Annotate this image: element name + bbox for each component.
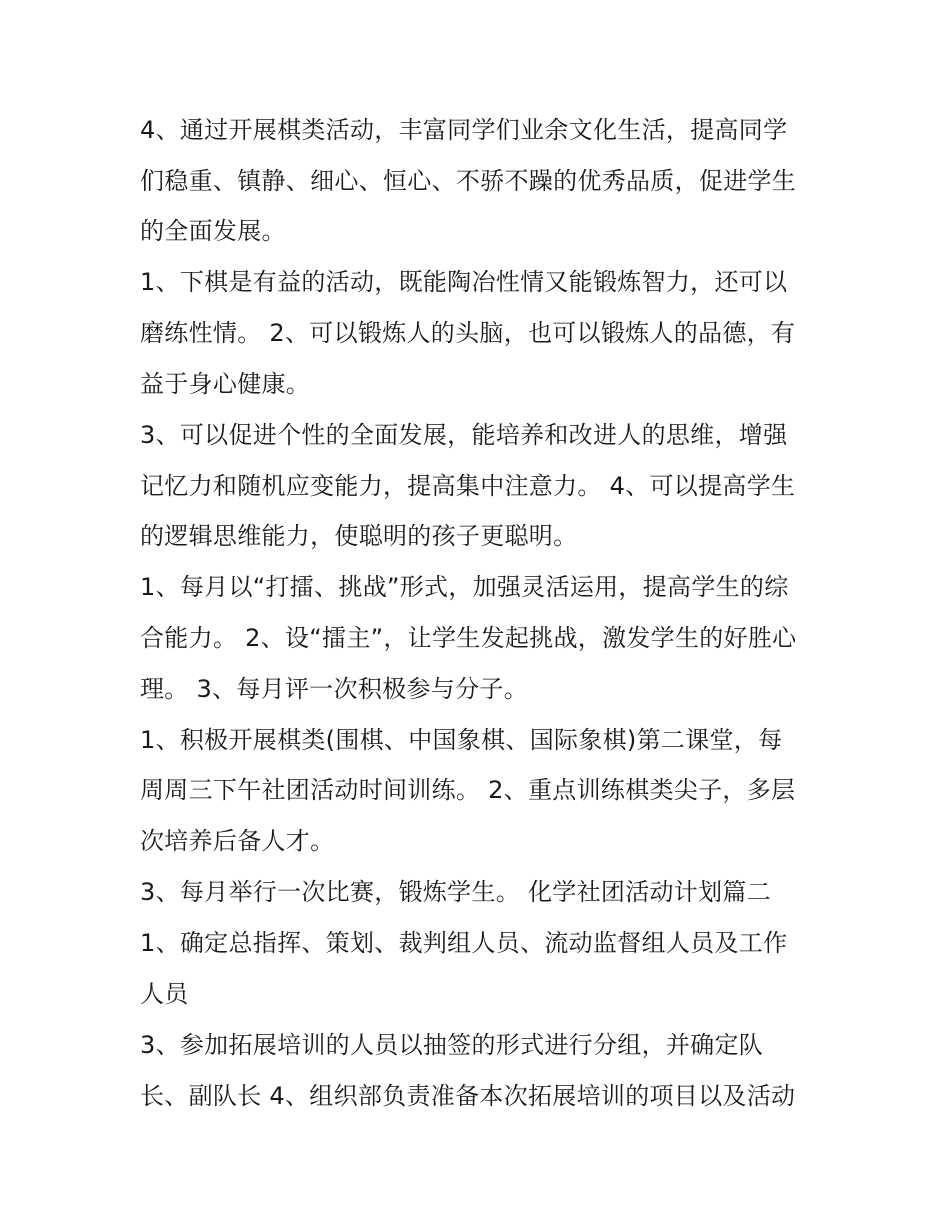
text-line: 1、下棋是有益的活动，既能陶冶性情又能锻炼智力，还可以 xyxy=(140,268,788,296)
text-line: 3、参加拓展培训的人员以抽签的形式进行分组，并确定队 xyxy=(140,1031,764,1059)
text-line: 3、可以促进个性的全面发展，能培养和改进人的思维，增强 xyxy=(140,421,788,449)
text-line: 4、通过开展棋类活动，丰富同学们业余文化生活，提高同学 xyxy=(140,116,788,144)
text-line: 1、积极开展棋类(围棋、中国象棋、国际象棋)第二课堂，每 xyxy=(140,726,783,754)
text-line: 人员 xyxy=(140,980,189,1008)
text-line: 次培养后备人才。 xyxy=(140,827,335,855)
text-line: 们稳重、镇静、细心、恒心、不骄不躁的优秀品质，促进学生 xyxy=(140,167,797,195)
text-line: 合能力。 2、设“擂主”，让学生发起挑战，激发学生的好胜心 xyxy=(140,624,797,652)
text-line: 的全面发展。 xyxy=(140,217,286,245)
text-line: 益于身心健康。 xyxy=(140,370,311,398)
text-line: 理。 3、每月评一次积极参与分子。 xyxy=(140,675,528,703)
text-line: 1、确定总指挥、策划、裁判组人员、流动监督组人员及工作 xyxy=(140,929,788,957)
text-line: 1、每月以“打擂、挑战”形式，加强灵活运用，提高学生的综 xyxy=(140,573,789,601)
text-line: 3、每月举行一次比赛，锻炼学生。 化学社团活动计划篇二 xyxy=(140,878,771,906)
text-line: 的逻辑思维能力，使聪明的孩子更聪明。 xyxy=(140,522,578,550)
text-line: 记忆力和随机应变能力，提高集中注意力。 4、可以提高学生 xyxy=(140,472,796,500)
text-line: 磨练性情。 2、可以锻炼人的头脑，也可以锻炼人的品德，有 xyxy=(140,319,796,347)
text-line: 周周三下午社团活动时间训练。 2、重点训练棋类尖子，多层 xyxy=(140,776,796,804)
text-line: 长、副队长 4、组织部负责准备本次拓展培训的项目以及活动 xyxy=(140,1082,796,1110)
